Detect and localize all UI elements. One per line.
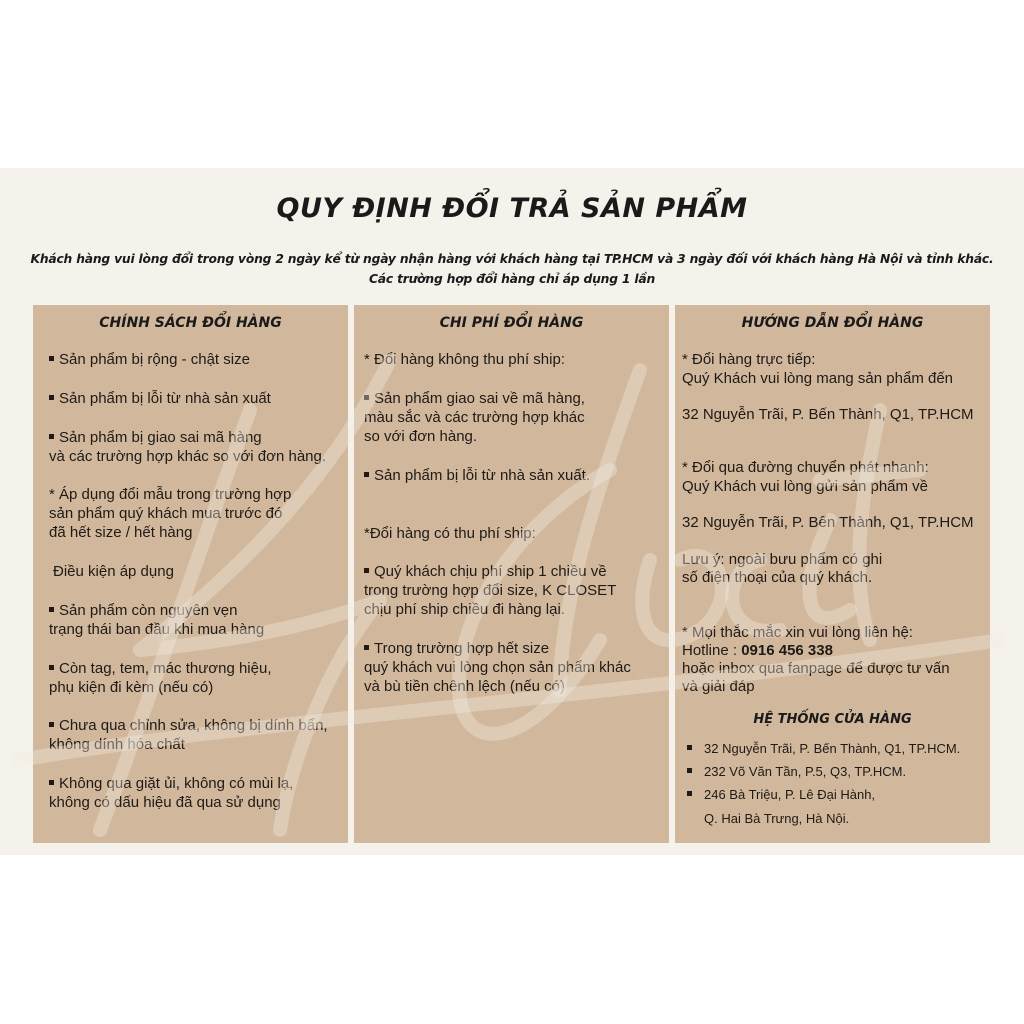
bullet-icon [49,780,54,785]
bullet-icon [49,395,54,400]
shipping-note: Lưu ý: ngoài bưu phẩm có ghi [682,551,883,568]
exchange-policy-panel [33,305,348,843]
policy-note: * Áp dụng đổi mẫu trong trường hợp [49,486,292,503]
bullet-icon [364,472,369,477]
store-item: 246 Bà Triệu, P. Lê Đại Hành, [687,783,875,806]
bullet-icon [364,395,369,400]
bullet-icon [49,722,54,727]
inbox-text: và giải đáp [682,678,755,695]
store-item: 232 Võ Văn Tần, P.5, Q3, TP.HCM. [687,760,906,783]
bullet-icon [49,434,54,439]
bullet-icon [364,568,369,573]
cost-item-cont: màu sắc và các trường hợp khác [364,409,585,426]
express-exchange-address: 32 Nguyễn Trãi, P. Bến Thành, Q1, TP.HCM [682,514,974,531]
condition-item-cont: trạng thái ban đầu khi mua hàng [49,621,265,638]
condition-item-cont: phụ kiện đi kèm (nếu có) [49,679,214,696]
cost-item-cont: và bù tiền chênh lệch (nếu có) [364,678,565,695]
bullet-icon [49,665,54,670]
cost-item: Sản phẩm bị lỗi từ nhà sản xuất. [364,466,590,485]
bullet-icon [49,607,54,612]
policy-item: Sản phẩm bị rộng - chật size [49,350,250,369]
condition-item: Chưa qua chỉnh sửa, không bị dính bẩn, [49,716,328,735]
shipping-note: số điện thoại của quý khách. [682,569,873,586]
policy-item-cont: và các trường hợp khác so với đơn hàng. [49,448,327,465]
cost-item-cont: so với đơn hàng. [364,428,478,445]
exchange-cost-panel [354,305,669,843]
condition-item: Sản phẩm còn nguyên vẹn [49,601,237,620]
hotline-row: Hotline : 0916 456 338 [682,642,833,659]
inbox-text: hoặc inbox qua fanpage để được tư vấn [682,660,950,677]
bullet-icon [49,356,54,361]
paid-ship-title: *Đổi hàng có thu phí ship: [364,525,536,542]
panel-heading: CHÍNH SÁCH ĐỔI HÀNG [99,315,282,331]
cost-item: Sản phẩm giao sai về mã hàng, [364,389,585,408]
policy-note: sản phẩm quý khách mua trước đó [49,505,283,522]
hotline-number[interactable]: 0916 456 338 [741,642,833,659]
bullet-icon [364,645,369,650]
express-exchange-text: Quý Khách vui lòng gửi sản phẩm về [682,478,929,495]
cost-item-cont: quý khách vui lòng chọn sản phẩm khác [364,659,631,676]
cost-item: Trong trường hợp hết size [364,639,549,658]
store-item-cont: Q. Hai Bà Trưng, Hà Nội. [704,811,850,826]
bullet-icon [687,791,692,796]
cost-item-cont: trong trường hợp đổi size, K CLOSET [364,582,617,599]
exchange-guide-panel [675,305,990,843]
cost-item-cont: chịu phí ship chiều đi hàng lại. [364,601,565,618]
condition-item: Không qua giặt ủi, không có mùi lạ, [49,774,293,793]
panel-heading: HƯỚNG DẪN ĐỔI HÀNG [741,315,924,331]
direct-exchange-address: 32 Nguyễn Trãi, P. Bến Thành, Q1, TP.HCM [682,406,974,423]
policy-item: Sản phẩm bị giao sai mã hàng [49,428,262,447]
express-exchange-title: * Đổi qua đường chuyển phát nhanh: [682,459,929,476]
policy-item: Sản phẩm bị lỗi từ nhà sản xuất [49,389,271,408]
subtitle-line-1: Khách hàng vui lòng đổi trong vòng 2 ngày kể từ ngày nhận hàng với khách hàng tại TP.HCM và 3 ngày đối với khách hàng Hà Nội và tỉnh khác. [30,252,994,266]
contact-text: * Mọi thắc mắc xin vui lòng liên hệ: [682,624,913,641]
page-title: QUY ĐỊNH ĐỔI TRẢ SẢN PHẨM [276,193,748,224]
subtitle-line-2: Các trường hợp đổi hàng chỉ áp dụng 1 lần [368,272,656,286]
condition-item-cont: không có dấu hiệu đã qua sử dụng [49,794,281,811]
conditions-label: Điều kiện áp dụng [53,563,174,580]
direct-exchange-title: * Đổi hàng trực tiếp: [682,351,816,368]
condition-item: Còn tag, tem, mác thương hiệu, [49,659,271,678]
bullet-icon [687,745,692,750]
condition-item-cont: không dính hóa chất [49,736,185,753]
store-item: 32 Nguyễn Trãi, P. Bến Thành, Q1, TP.HCM. [687,737,960,760]
direct-exchange-text: Quý Khách vui lòng mang sản phẩm đến [682,370,954,387]
policy-note: đã hết size / hết hàng [49,524,193,541]
bullet-icon [687,768,692,773]
stores-heading: HỆ THỐNG CỬA HÀNG [753,712,912,727]
free-ship-title: * Đổi hàng không thu phí ship: [364,351,565,368]
cost-item: Quý khách chịu phí ship 1 chiều về [364,562,607,581]
panel-heading: CHI PHÍ ĐỔI HÀNG [439,315,584,331]
